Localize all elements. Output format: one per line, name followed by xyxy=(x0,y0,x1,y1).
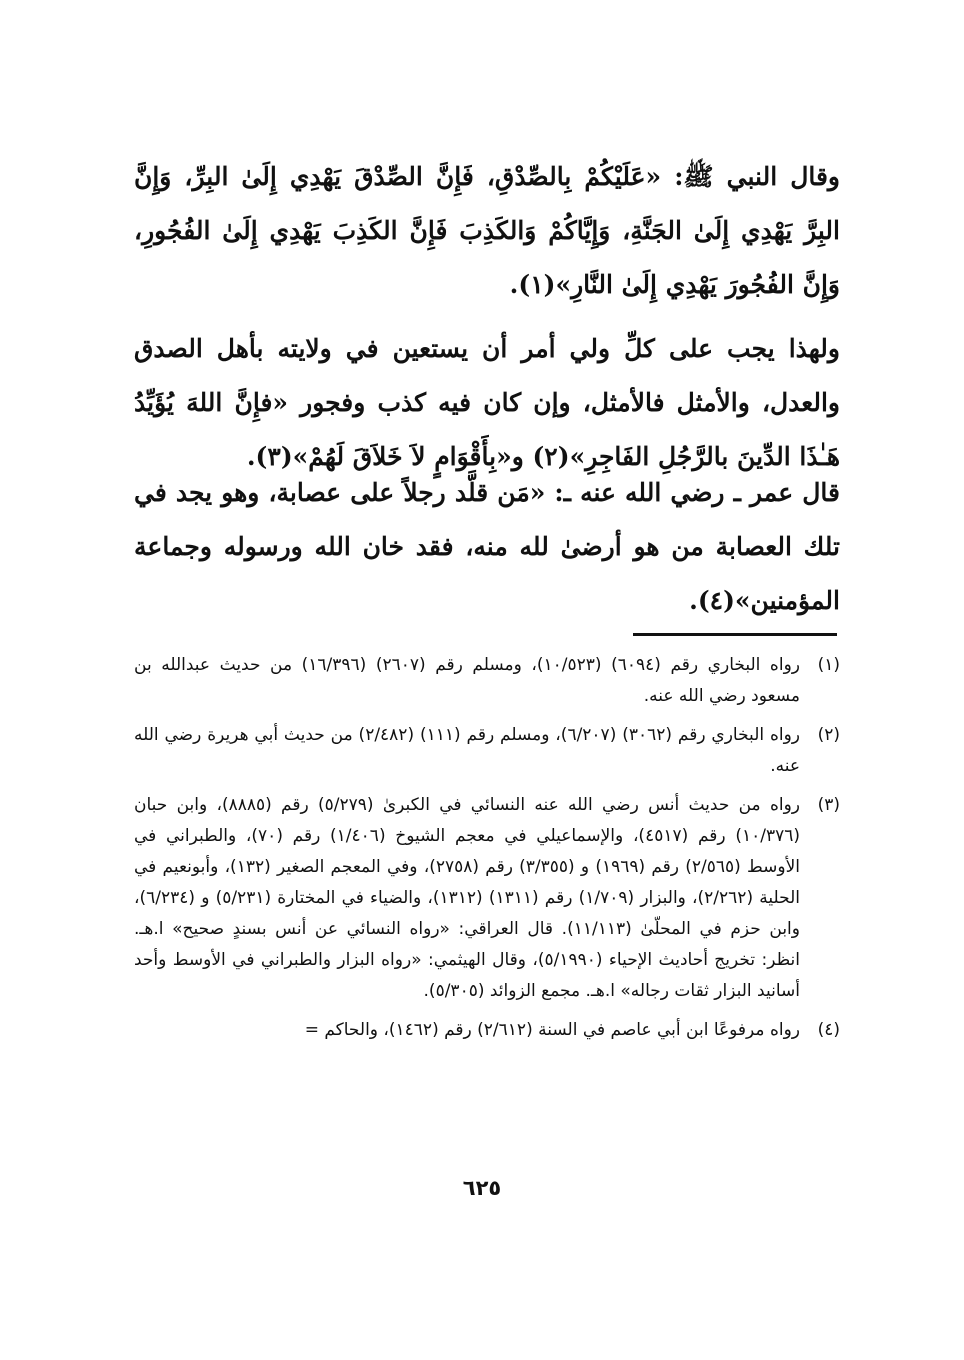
footnote-number: (٤) xyxy=(817,1020,840,1040)
footnote-text: رواه من حديث أنس رضي الله عنه النسائي في الكبرىٰ (٥/٢٧٩) رقم (٨٨٨٥)، وابن حبان (١٠/٣٧٦) رقم (٤٥١٧)، والإسماعيلي في معجم الشيوخ (١/٤٠٦) رقم (٧٠)، والطبراني في الأوسط (٢/٥٦٥) رقم (١٩٦٩) و (٣/٣٥٥) رقم (٢٧٥٨)، وفي المعجم الصغير (١٣٢)، وأبونعيم في الحلية (٢/٢٦٢)، والبزار (١/٧٠٩) رقم (١٣١١) (١٣١٢)، والضياء في المختارة (٥/٢٣١) و (٦/٢٣٤)، وابن حزم في المحلّىٰ (١١/١١٣). قال العراقي: «رواه النسائي عن أنس بسندٍ صحيح» ا.هـ. انظر: تخريج أحاديث الإحياء (٥/١٩٩٠)، وقال الهيثمي: «رواه البزار والطبراني في الأوسط وأحد أسانيد البزار ثقات رجاله» ا.هـ. مجمع الزوائد (٥/٣٠٥). xyxy=(134,795,801,1001)
page-number: ٦٢٥ xyxy=(462,1176,502,1200)
footnote-number: (٣) xyxy=(817,795,840,815)
footnote-1 xyxy=(134,650,840,712)
body-paragraph-hadith: وقال النبي ﷺ: «عَلَيْكُمْ بِالصِّدْقِ، فَإِنَّ الصِّدْقَ يَهْدِي إِلَىٰ البِرِّ، وَإِنَّ البِرَّ يَهْدِي إِلَىٰ الجَنَّةِ، وَإِيَّاكُمْ وَالكَذِبَ فَإِنَّ الكَذِبَ يَهْدِي إِلَىٰ الفُجُورِ، وَإِنَّ الفُجُورَ يَهْدِي إِلَىٰ النَّارِ»(١). xyxy=(134,162,840,299)
body-paragraph-guardianship: ولهذا يجب على كلِّ ولي أمر أن يستعين في ولايته بأهل الصدق والعدل، والأمثل فالأمثل، وإن كان فيه كذب وفجور «فإِنَّ اللهَ يُؤَيِّدُ هَـٰذَا الدِّينَ بالرَّجُلِ الفَاجِرِ»(٢) و«بِأَقْوَامٍ لاَ خَلاَقَ لَهُمْ»(٣). xyxy=(134,334,840,471)
footnotes xyxy=(134,650,840,1054)
footnote-number: (٢) xyxy=(817,725,840,745)
footnote-text: رواه البخاري رقم (٣٠٦٢) (٦/٢٠٧)، ومسلم رقم (١١١) (٢/٤٨٢) من حديث أبي هريرة رضي الله عنه. xyxy=(134,725,801,776)
body-paragraph-umar-quote: قال عمر ـ رضي الله عنه ـ: «مَن قلَّد رجلاً على عصابة، وهو يجد في تلك العصابة من هو أرضىٰ لله منه، فقد خان الله ورسوله وجماعة المؤمنين»(٤). xyxy=(134,478,840,615)
footnote-separator xyxy=(633,633,837,636)
footnote-4 xyxy=(134,1015,840,1046)
footnote-3 xyxy=(134,790,840,1007)
footnote-number: (١) xyxy=(817,655,840,675)
footnote-text: رواه مرفوعًا ابن أبي عاصم في السنة (٢/٦١٢) رقم (١٤٦٢)، والحاكم = xyxy=(304,1020,800,1040)
footnote-2 xyxy=(134,720,840,782)
footnote-text: رواه البخاري رقم (٦٠٩٤) (١٠/٥٢٣)، ومسلم رقم (٢٦٠٧) (١٦/٣٩٦) من حديث عبدالله بن مسعود رضي الله عنه. xyxy=(134,655,800,706)
